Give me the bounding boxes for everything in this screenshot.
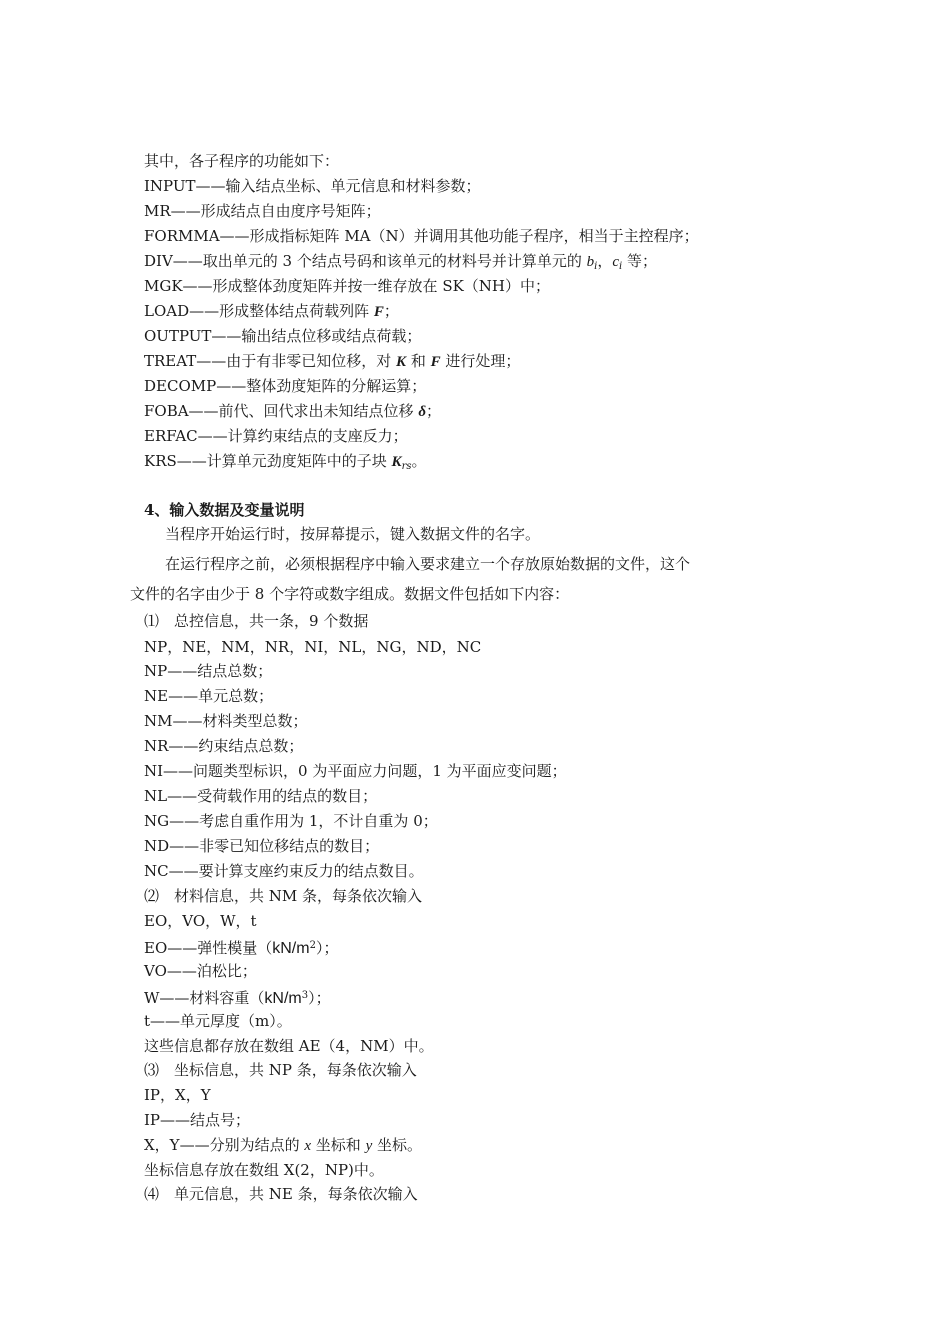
x-storage-note: 坐标信息存放在数组 X(2，NP)中。 bbox=[144, 1161, 384, 1179]
div-b-symbol: b bbox=[586, 254, 595, 270]
w-unit: kN/m bbox=[264, 990, 302, 1007]
ae-storage-note: 这些信息都存放在数组 AE（4，NM）中。 bbox=[144, 1037, 434, 1055]
group2-title: ⑵ 材料信息，共 NM 条，每条依次输入 bbox=[144, 887, 423, 905]
krs-subscript: rs bbox=[401, 461, 412, 472]
var-w bbox=[144, 986, 331, 1009]
w-text: W——材料容重（ bbox=[144, 989, 265, 1007]
subroutine-load bbox=[144, 301, 399, 322]
w-exponent: 3 bbox=[301, 990, 309, 1001]
krs-suffix: 。 bbox=[411, 452, 427, 470]
var-nl: NL——受荷载作用的结点的数目； bbox=[144, 787, 378, 805]
paragraph-run-prompt: 当程序开始运行时，按屏幕提示，键入数据文件的名字。 bbox=[165, 525, 541, 543]
subroutine-mr: MR——形成结点自由度序号矩阵； bbox=[144, 202, 381, 220]
xy-text: X，Y——分别为结点的 bbox=[144, 1136, 305, 1154]
foba-text: FOBA——前代、回代求出未知结点位移 bbox=[144, 402, 419, 420]
group1-title: ⑴ 总控信息，共一条，9 个数据 bbox=[144, 612, 369, 630]
eo-unit: kN/m bbox=[272, 940, 310, 957]
xy-suffix: 坐标。 bbox=[372, 1136, 423, 1154]
subroutine-foba bbox=[144, 401, 441, 422]
w-suffix: ）； bbox=[308, 989, 331, 1007]
var-np: NP——结点总数； bbox=[144, 662, 273, 680]
group3-title: ⑶ 坐标信息，共 NP 条，每条依次输入 bbox=[144, 1061, 417, 1079]
xy-x-symbol: x bbox=[304, 1138, 312, 1154]
div-suffix: 等； bbox=[622, 252, 658, 270]
subroutine-erfac: ERFAC——计算约束结点的支座反力； bbox=[144, 427, 408, 445]
eo-exponent: 2 bbox=[309, 940, 316, 951]
var-ng: NG——考虑自重作用为 1，不计自重为 0； bbox=[144, 812, 438, 830]
treat-text: TREAT——由于有非零已知位移，对 bbox=[144, 352, 397, 370]
var-vo: VO——泊松比； bbox=[144, 962, 257, 980]
section-heading: 4、输入数据及变量说明 bbox=[144, 501, 305, 519]
subroutine-mgk: MGK——形成整体劲度矩阵并按一维存放在 SK（NH）中； bbox=[144, 277, 551, 295]
treat-suffix: 进行处理； bbox=[440, 352, 521, 370]
div-separator: ， bbox=[597, 252, 613, 270]
div-b-subscript: i bbox=[594, 261, 598, 272]
var-ne: NE——单元总数； bbox=[144, 687, 274, 705]
load-suffix: ； bbox=[383, 302, 399, 320]
krs-text: KRS——计算单元劲度矩阵中的子块 bbox=[144, 452, 392, 470]
var-nc: NC——要计算支座约束反力的结点数目。 bbox=[144, 862, 424, 880]
xy-mid: 坐标和 bbox=[311, 1136, 366, 1154]
var-nd: ND——非零已知位移结点的数目； bbox=[144, 837, 380, 855]
subroutine-formma: FORMMA——形成指标矩阵 MA（N）并调用其他功能子程序，相当于主控程序； bbox=[144, 227, 699, 245]
subroutine-div bbox=[144, 251, 657, 277]
paragraph-datafile-line2: 文件的名字由少于 8 个字符或数字组成。数据文件包括如下内容： bbox=[130, 585, 570, 603]
div-c-symbol: c bbox=[612, 254, 620, 270]
foba-delta-symbol: δ bbox=[418, 404, 427, 420]
xy-y-symbol: y bbox=[365, 1138, 373, 1154]
treat-f-symbol: F bbox=[430, 354, 441, 370]
div-c-subscript: i bbox=[619, 261, 623, 272]
group4-title: ⑷ 单元信息，共 NE 条，每条依次输入 bbox=[144, 1185, 418, 1203]
var-nr: NR——约束结点总数； bbox=[144, 737, 304, 755]
treat-and: 和 bbox=[406, 352, 431, 370]
div-text: DIV——取出单元的 3 个结点号码和该单元的材料号并计算单元的 bbox=[144, 252, 587, 270]
krs-k-symbol: K bbox=[391, 454, 402, 470]
var-eo bbox=[144, 936, 338, 959]
subroutine-intro: 其中，各子程序的功能如下： bbox=[144, 152, 340, 170]
var-xy bbox=[144, 1135, 422, 1156]
subroutine-input: INPUT——输入结点坐标、单元信息和材料参数； bbox=[144, 177, 481, 195]
treat-k-symbol: K bbox=[396, 354, 407, 370]
var-ip: IP——结点号； bbox=[144, 1111, 251, 1129]
var-t: t——单元厚度（m）。 bbox=[144, 1012, 292, 1030]
paragraph-datafile-line1: 在运行程序之前，必须根据程序中输入要求建立一个存放原始数据的文件，这个 bbox=[165, 555, 691, 573]
group2-vars: EO，VO，W，t bbox=[144, 912, 257, 930]
group1-vars: NP，NE，NM，NR，NI，NL，NG，ND，NC bbox=[144, 638, 482, 656]
load-f-symbol: F bbox=[373, 304, 384, 320]
var-nm: NM——材料类型总数； bbox=[144, 712, 308, 730]
var-ni: NI——问题类型标识，0 为平面应力问题，1 为平面应变问题； bbox=[144, 762, 567, 780]
subroutine-krs bbox=[144, 451, 427, 477]
foba-suffix: ； bbox=[426, 402, 442, 420]
group3-vars: IP，X，Y bbox=[144, 1086, 211, 1104]
subroutine-decomp: DECOMP——整体劲度矩阵的分解运算； bbox=[144, 377, 427, 395]
load-text: LOAD——形成整体结点荷载列阵 bbox=[144, 302, 374, 320]
eo-suffix: ）； bbox=[315, 939, 339, 957]
eo-text: EO——弹性模量（ bbox=[144, 939, 273, 957]
subroutine-treat bbox=[144, 351, 520, 372]
subroutine-output: OUTPUT——输出结点位移或结点荷载； bbox=[144, 327, 422, 345]
